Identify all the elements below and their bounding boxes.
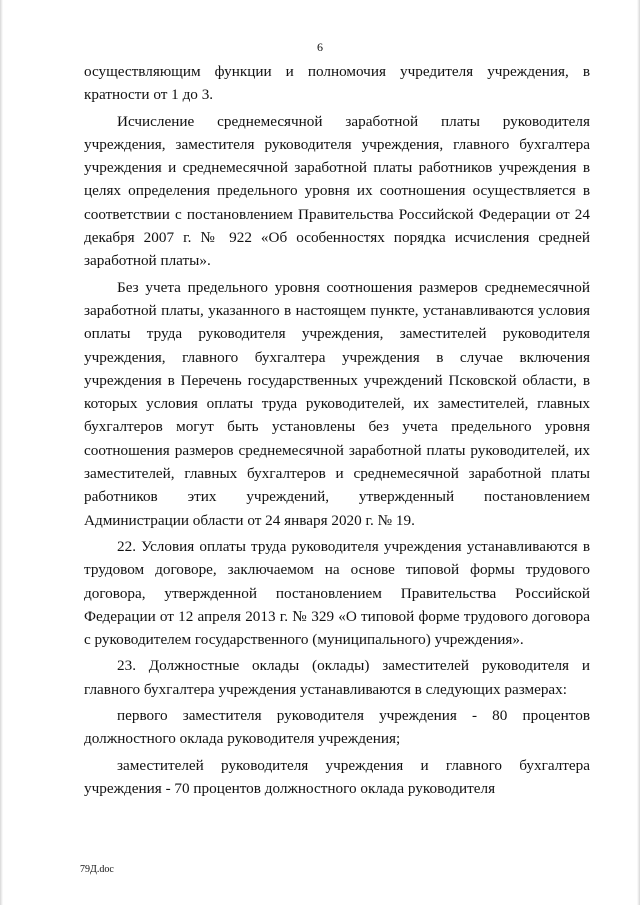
paragraph-exemption: Без учета предельного уровня соотношения размеров среднемесячной заработной платы, указанного в настоящем пункте, устанавливаются условия оплаты труда руководителя учреждения, заместителей руководителя учреждения, главного бухгалтера учреждения в случае включения учреждения в Перечень государственных учреждений Псковской области, в которых условия оплаты труда руководителей, их заместителей, главных бухгалтеров могут быть установлены без учета предельного уровня соотношения размеров среднемесячной заработной платы руководителей, их заместителей, главных бухгалтеров и среднемесячной заработной платы работников этих учреждений, утвержденный постановлением Администрации области от 24 января 2020 г. № 19. (84, 278, 590, 529)
paragraph-item-22: 22. Условия оплаты труда руководителя учреждения устанавливаются в трудовом договоре, заключаемом на основе типовой формы трудового договора, утвержденной постановлением Правительства Российской Федерации от 12 апреля 2013 г. № 329 «О типовой форме трудового договора с руководителем государственного (муниципального) учреждения». (84, 537, 590, 649)
footer-filename: 79Д.doc (80, 864, 114, 875)
paragraph-deputies-accountant: заместителей руководителя учреждения и главного бухгалтера учреждения - 70 процентов должностного оклада руководителя (84, 756, 590, 797)
paragraph-continuation: осуществляющим функции и полномочия учредителя учреждения, в кратности от 1 до 3. (84, 63, 590, 104)
scan-edge-left (0, 0, 3, 905)
paragraph-item-23: 23. Должностные оклады (оклады) заместителей руководителя и главного бухгалтера учреждения устанавливаются в следующих размерах: (84, 657, 590, 698)
document-body (84, 60, 590, 800)
paragraph-first-deputy: первого заместителя руководителя учреждения - 80 процентов должностного оклада руководителя учреждения; (84, 707, 590, 748)
paragraph-salary-calculation: Исчисление среднемесячной заработной платы руководителя учреждения, заместителя руководителя учреждения, главного бухгалтера учреждения и среднемесячной заработной платы работников учреждения в целях определения предельного уровня их соотношения осуществляется в соответствии с постановлением Правительства Российской Федерации от 24 декабря 2007 г. № 922 «Об особенностях порядка исчисления средней заработной платы». (84, 112, 590, 270)
page-number: 6 (317, 40, 323, 54)
